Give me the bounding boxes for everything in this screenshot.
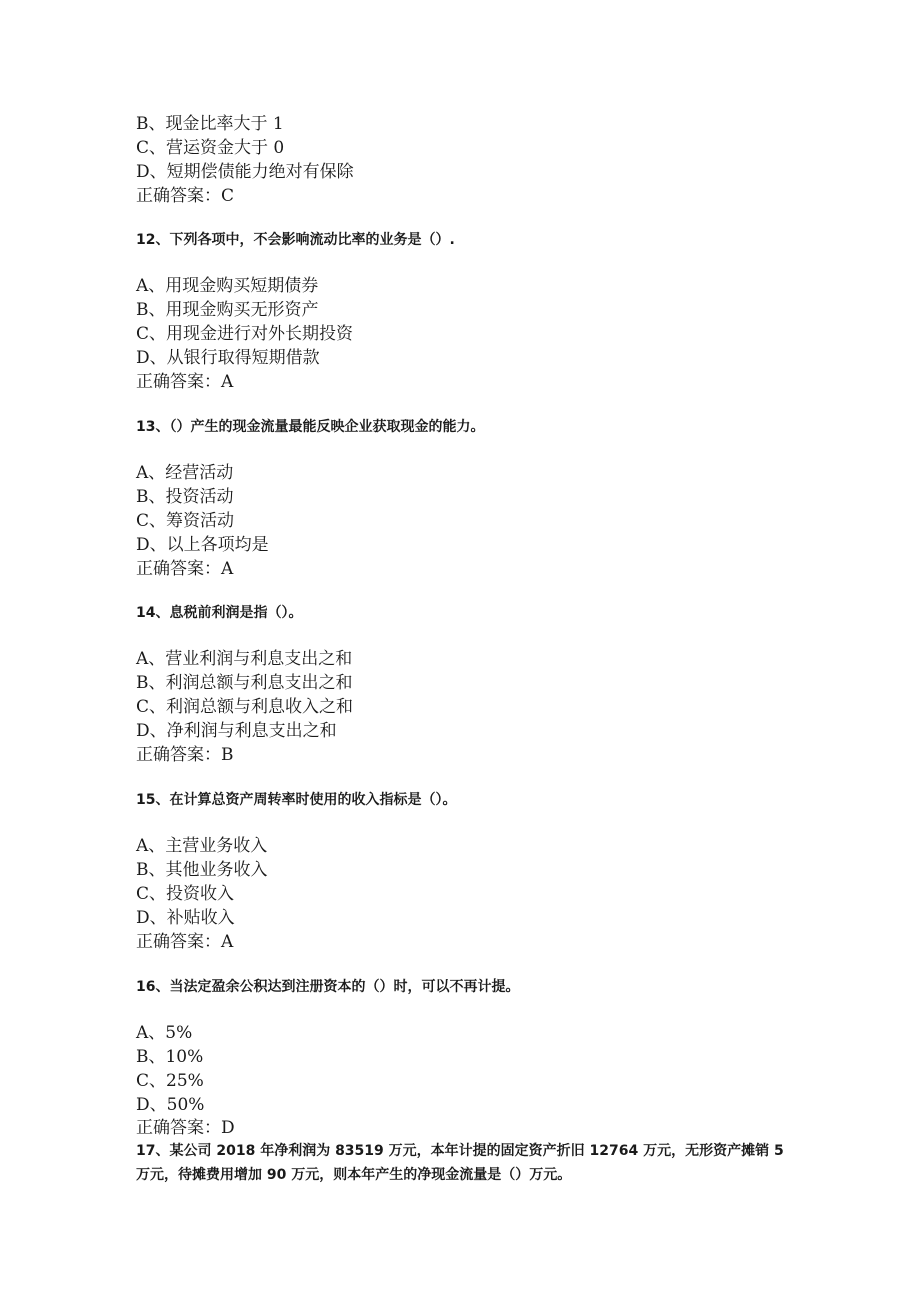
q16-question: 16、当法定盈余公积达到注册资本的（）时，可以不再计提。 bbox=[136, 979, 520, 995]
q11-option-d: D、短期偿债能力绝对有保除 bbox=[136, 162, 354, 182]
q16-option-b: B、10% bbox=[136, 1047, 204, 1067]
q12-option-c: C、用现金进行对外长期投资 bbox=[136, 324, 354, 344]
q15-option-d: D、补贴收入 bbox=[136, 908, 235, 928]
q13-option-b: B、投资活动 bbox=[136, 487, 234, 507]
q15-option-a: A、主营业务收入 bbox=[136, 836, 268, 856]
q13-option-c: C、筹资活动 bbox=[136, 511, 235, 531]
q13-question: 13、（）产生的现金流量最能反映企业获取现金的能力。 bbox=[136, 419, 485, 435]
q12-question: 12、下列各项中，不会影响流动比率的业务是（）. bbox=[136, 232, 455, 248]
q15-question: 15、在计算总资产周转率时使用的收入指标是（）。 bbox=[136, 792, 457, 808]
q14-option-b: B、利润总额与利息支出之和 bbox=[136, 673, 353, 693]
q16-option-d: D、50% bbox=[136, 1095, 205, 1115]
q17-question: 17、某公司 2018 年净利润为 83519 万元，本年计提的固定资产折旧 12764 万元，无形资产摊销 5 万元，待摊费用增加 90 万元，则本年产生的净现金流量是（）万元。 bbox=[136, 1143, 784, 1183]
q13-answer: 正确答案：A bbox=[136, 559, 234, 579]
q14-answer: 正确答案：B bbox=[136, 745, 234, 765]
q12-answer: 正确答案：A bbox=[136, 372, 234, 392]
q11-option-b: B、现金比率大于 1 bbox=[136, 114, 284, 134]
q11-answer: 正确答案：C bbox=[136, 186, 235, 206]
q13-option-d: D、以上各项均是 bbox=[136, 535, 269, 555]
q16-answer: 正确答案：D bbox=[136, 1118, 235, 1138]
q12-option-d: D、从银行取得短期借款 bbox=[136, 348, 320, 368]
q12-option-b: B、用现金购买无形资产 bbox=[136, 300, 319, 320]
q16-option-c: C、25% bbox=[136, 1071, 204, 1091]
q14-option-d: D、净利润与利息支出之和 bbox=[136, 721, 337, 741]
q16-option-a: A、5% bbox=[136, 1023, 193, 1043]
q12-option-a: A、用现金购买短期债券 bbox=[136, 276, 319, 296]
q15-answer: 正确答案：A bbox=[136, 932, 234, 952]
q11-option-c: C、营运资金大于 0 bbox=[136, 138, 285, 158]
q15-option-b: B、其他业务收入 bbox=[136, 860, 268, 880]
q14-option-a: A、营业利润与利息支出之和 bbox=[136, 649, 353, 669]
q14-option-c: C、利润总额与利息收入之和 bbox=[136, 697, 354, 717]
q13-option-a: A、经营活动 bbox=[136, 463, 234, 483]
q14-question: 14、息税前利润是指（）。 bbox=[136, 605, 303, 621]
q15-option-c: C、投资收入 bbox=[136, 884, 235, 904]
